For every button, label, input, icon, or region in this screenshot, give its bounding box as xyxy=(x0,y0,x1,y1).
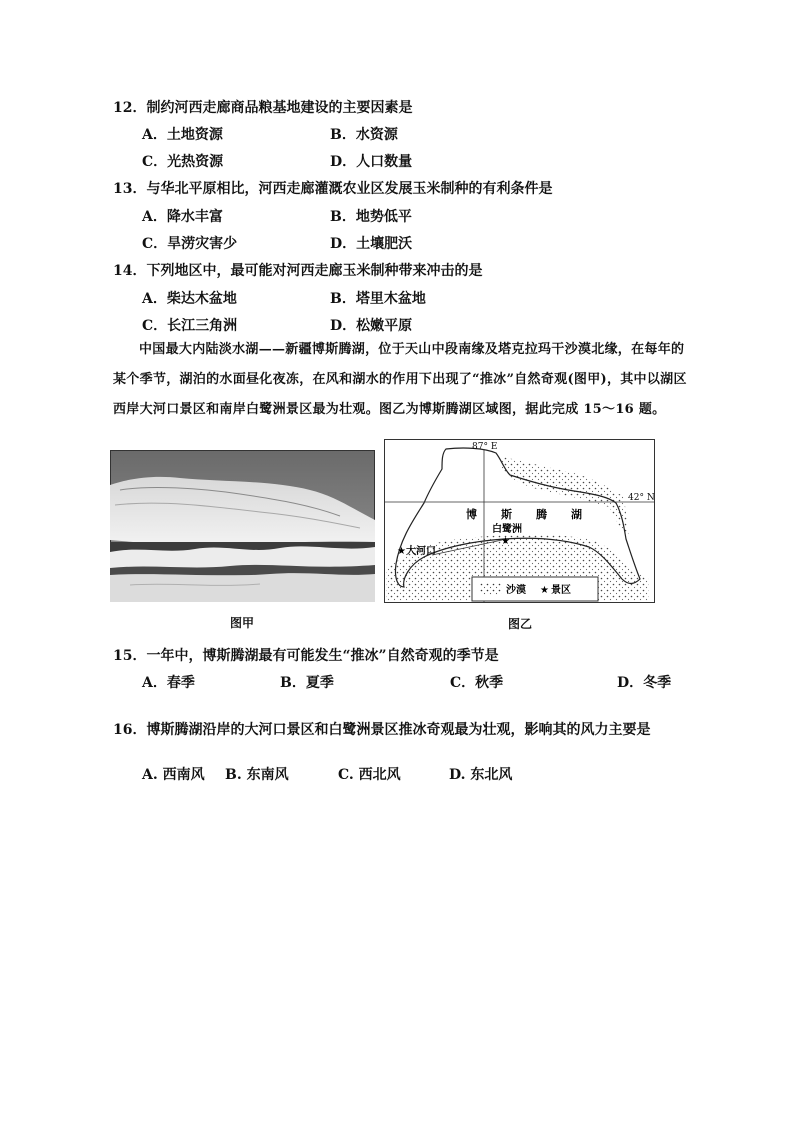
question-15-stem: 15．一年中，博斯腾湖最有可能发生“推冰”自然奇观的季节是 xyxy=(113,648,499,664)
q12-option-c: C．光热资源 xyxy=(142,154,224,170)
star-icon: ★ xyxy=(397,546,406,557)
figure-jia-photo xyxy=(110,450,375,602)
lake-char-4: 湖 xyxy=(571,508,582,521)
question-13-stem: 13．与华北平原相比，河西走廊灌溉农业区发展玉米制种的有利条件是 xyxy=(113,181,553,197)
q16-option-a: A. 西南风 xyxy=(142,767,205,783)
star-icon: ★ xyxy=(540,585,549,596)
q15-option-d: D．冬季 xyxy=(617,675,672,691)
lake-char-2: 斯 xyxy=(501,508,512,521)
legend-desert-label: 沙漠 xyxy=(506,585,526,596)
star-icon: ★ xyxy=(501,536,510,547)
q13-option-c: C．旱涝灾害少 xyxy=(142,236,238,252)
longitude-label: 87° E xyxy=(472,442,498,452)
site-bailuzhou-label: 白鹭洲 xyxy=(492,524,522,535)
q14-option-b: B．塔里木盆地 xyxy=(330,291,426,307)
q15-option-c: C．秋季 xyxy=(450,675,504,691)
figure-yi-map xyxy=(384,439,655,603)
q13-option-b: B．地势低平 xyxy=(330,209,412,225)
figure-jia-caption: 图甲 xyxy=(230,616,255,630)
question-12-stem: 12．制约河西走廊商品粮基地建设的主要因素是 xyxy=(113,100,413,116)
reading-passage: 中国最大内陆淡水湖——新疆博斯腾湖，位于天山中段南缘及塔克拉玛干沙漠北缘，在每年的某个季节，湖泊的水面昼化夜冻，在风和湖水的作用下出现了“推冰”自然奇观(图甲)，其中以湖区西岸大河口景区和南岸白鹭洲景区最为壮观。图乙为博斯腾湖区域图，据此完成 15～16 题。 xyxy=(113,342,687,417)
q16-option-c: C. 西北风 xyxy=(338,767,401,783)
q12-option-b: B．水资源 xyxy=(330,127,398,143)
q14-option-a: A．柴达木盆地 xyxy=(142,291,237,307)
figure-yi-caption: 图乙 xyxy=(508,617,533,631)
lake-char-1: 博 xyxy=(466,508,477,521)
question-16-stem: 16．博斯腾湖沿岸的大河口景区和白鹭洲景区推冰奇观最为壮观，影响其的风力主要是 xyxy=(113,722,651,738)
q15-option-b: B．夏季 xyxy=(280,675,334,691)
q15-option-a: A．春季 xyxy=(142,675,195,691)
q14-option-d: D．松嫩平原 xyxy=(330,318,413,334)
lake-char-3: 腾 xyxy=(536,508,547,521)
legend-scenic-label: 景区 xyxy=(551,585,571,596)
q13-option-a: A．降水丰富 xyxy=(142,209,223,225)
q12-option-a: A．土地资源 xyxy=(142,127,223,143)
q13-option-d: D．土壤肥沃 xyxy=(330,236,413,252)
q14-option-c: C．长江三角洲 xyxy=(142,318,238,334)
site-dahekou-label: 大河口 xyxy=(406,546,436,557)
latitude-label: 42° N xyxy=(628,493,655,503)
q16-option-d: D. 东北风 xyxy=(449,767,513,783)
question-14-stem: 14．下列地区中，最可能对河西走廊玉米制种带来冲击的是 xyxy=(113,263,483,279)
q12-option-d: D．人口数量 xyxy=(330,154,413,170)
q16-option-b: B. 东南风 xyxy=(225,767,289,783)
